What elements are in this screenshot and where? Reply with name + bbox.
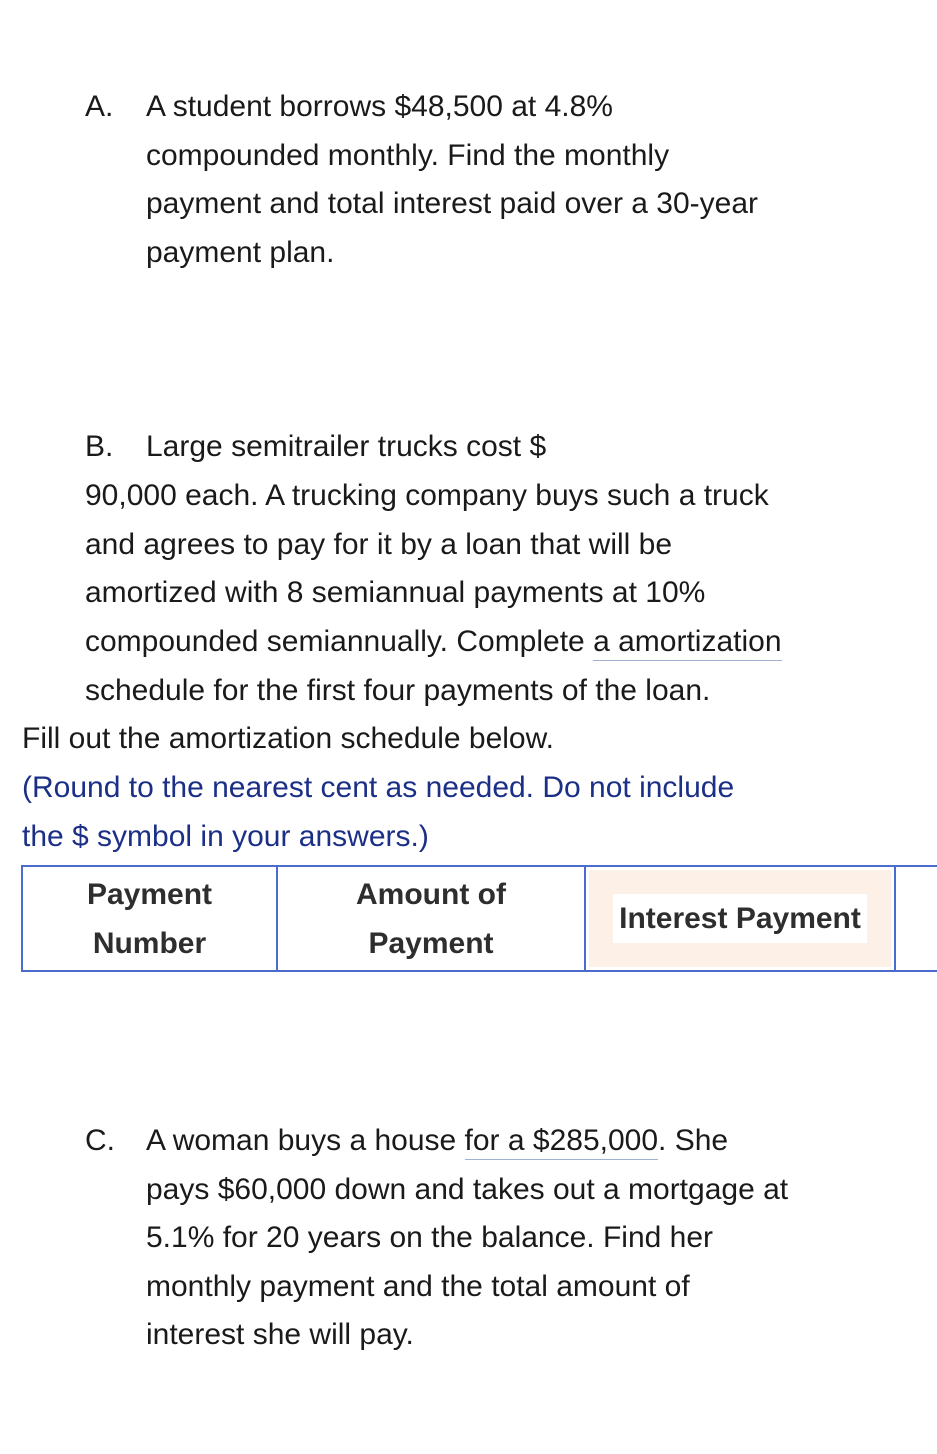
problem-b-marker: B. [85,430,114,463]
instruction-text: Fill out the amortization schedule below. [22,722,554,755]
problem-b-line5-prefix: compounded semiannually. Complete [85,625,594,658]
amortization-table [21,865,937,972]
problem-a-line: payment plan. [146,236,335,269]
problem-c-line: interest she will pay. [146,1318,414,1351]
problem-c-line: pays $60,000 down and takes out a mortgage at [146,1173,789,1206]
problem-b-line: Large semitrailer trucks cost $ [146,430,547,463]
problem-c-line1-prefix: A woman buys a house [146,1124,465,1157]
header-line: Number [92,926,207,960]
problem-c-line1-suffix: . She [658,1124,729,1157]
rounding-note: (Round to the nearest cent as needed. Do not include [22,771,735,804]
problem-c-line: 5.1% for 20 years on the balance. Find her [146,1221,714,1254]
problem-c-marker: C. [85,1124,115,1157]
problem-a-line: payment and total interest paid over a 30-year [146,187,759,220]
house-price-link[interactable]: for a $285,000 [465,1124,659,1160]
amortization-link[interactable]: a amortization [593,625,781,661]
problem-a-marker: A. [85,90,114,123]
header-line: Interest Payment [613,894,867,943]
problem-c-line: monthly payment and the total amount of [146,1270,690,1303]
problem-b-line: amortized with 8 semiannual payments at 10% [85,576,706,609]
problem-b-line: and agrees to pay for it by a loan that will be [85,528,673,561]
header-interest-payment [586,867,896,970]
header-cell-overflow [896,867,937,970]
rounding-note: the $ symbol in your answers.) [22,820,429,853]
header-line: Payment [368,926,494,960]
problem-b-line [85,617,782,666]
header-line: Amount of [356,877,506,911]
header-line: Payment [86,877,213,911]
problem-b-line: schedule for the first four payments of the loan. [85,674,711,707]
problem-c-line [146,1116,728,1165]
problem-a-line: A student borrows $48,500 at 4.8% [146,90,613,123]
problem-b-line: 90,000 each. A trucking company buys such a truck [85,479,769,512]
header-amount-of-payment [278,867,586,970]
problem-a-line: compounded monthly. Find the monthly [146,139,670,172]
header-payment-number [23,867,278,970]
